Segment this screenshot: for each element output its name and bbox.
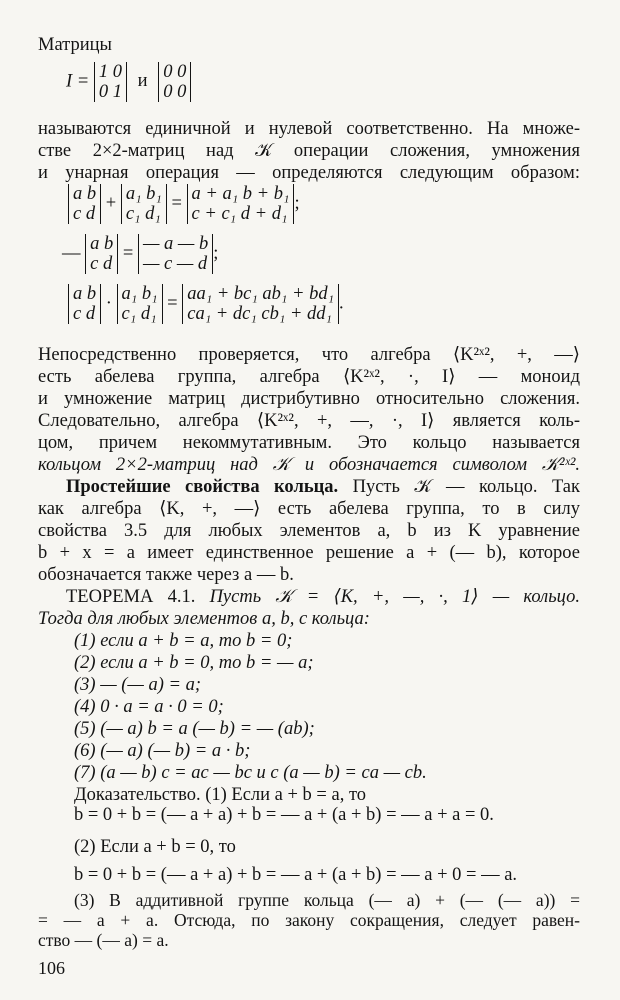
theorem-item: (2) если a + b = 0, то b = — a;: [74, 653, 314, 673]
theorem-label: ТЕОРЕМА 4.1.: [66, 587, 196, 607]
equals-sign: =: [171, 193, 182, 214]
matrix-row: a₁ b₁: [125, 184, 162, 204]
text-line: ство — (— a) = a.: [38, 930, 169, 950]
identity-matrix: [94, 62, 127, 102]
theorem-heading-line: [66, 586, 580, 608]
text-line: обозначается также через a — b.: [38, 565, 294, 585]
matrix-negation-equation: [62, 234, 218, 274]
text-line: называются единичной и нулевой соответственно. На множе-: [38, 119, 580, 139]
section-heading: Простейшие свойства кольца.: [66, 477, 339, 497]
identity-zero-matrices: [66, 62, 191, 102]
matrix-addition-equation: [68, 184, 300, 224]
matrix-row: 0 0: [163, 82, 187, 102]
identity-label: I =: [66, 71, 90, 92]
punctuation: ;: [213, 243, 219, 264]
matrix-b: [121, 184, 167, 224]
equals-sign: =: [122, 243, 134, 264]
theorem-item: (5) (— a) b = a (— b) = — (ab);: [74, 719, 315, 739]
theorem-item: (3) — (— a) = a;: [74, 675, 202, 695]
proof-equation: b = 0 + b = (— a + a) + b = — a + (a + b) = — a + 0 = — a.: [74, 865, 518, 885]
text-line: есть абелева группа, алгебра ⟨K²ˣ², ·, I⟩ — моноид: [38, 367, 580, 387]
matrix-row: 0 1: [98, 82, 123, 102]
page-number: 106: [38, 958, 65, 978]
matrix-row: 0 0: [163, 62, 187, 82]
matrix-row: a b: [73, 184, 97, 204]
punctuation: .: [339, 293, 344, 314]
text-line: Матрицы: [38, 35, 112, 55]
minus-sign: —: [62, 243, 81, 264]
dot-sign: ·: [105, 293, 112, 314]
proof-step: (2) Если a + b = 0, то: [74, 837, 236, 857]
matrix-a: [85, 234, 118, 274]
matrix-product: [182, 284, 339, 324]
matrix-row: c d: [73, 204, 96, 224]
proof-equation: b = 0 + b = (— a + a) + b = — a + (a + b) = — a + a = 0.: [74, 805, 494, 825]
text-line: цом, причем некоммутативным. Это кольцо называется: [38, 433, 580, 453]
text-line: Тогда для любых элементов a, b, c кольца:: [38, 609, 370, 629]
equals-sign: =: [167, 293, 178, 314]
matrix-a: [68, 184, 101, 224]
matrix-row: c d: [73, 304, 96, 324]
matrix-row: a b: [73, 284, 97, 304]
matrix-row: — c — d: [142, 254, 208, 274]
matrix-b: [117, 284, 163, 324]
conjunction: и: [137, 71, 148, 92]
matrix-a: [68, 284, 101, 324]
text-line: b + x = a имеет единственное решение a + (— b), которое: [38, 543, 580, 563]
matrix-row: a + a₁ b + b₁: [191, 184, 290, 204]
text-fragment: Пусть 𝒦 — кольцо. Так: [338, 477, 580, 497]
text-line: Непосредственно проверяется, что алгебра ⟨K²ˣ², +, —⟩: [38, 345, 580, 365]
text-line: (3) В аддитивной группе кольца (— a) + (— (— a)) =: [74, 890, 580, 910]
theorem-item: (7) (a — b) c = ac — bc и c (a — b) = ca — cb.: [74, 763, 427, 783]
zero-matrix: [158, 62, 191, 102]
text-line: стве 2×2-матриц над 𝒦 операции сложения, умножения: [38, 141, 580, 161]
matrix-row: ca₁ + dc₁ cb₁ + dd₁: [187, 304, 332, 324]
text-line: Следовательно, алгебра ⟨K²ˣ², +, —, ·, I⟩ является коль-: [38, 411, 580, 431]
plus-sign: +: [105, 193, 117, 214]
matrix-row: c₁ d₁: [121, 304, 157, 324]
matrix-negated: [138, 234, 213, 274]
theorem-item: (6) (— a) (— b) = a · b;: [74, 741, 251, 761]
matrix-row: c₁ d₁: [125, 204, 161, 224]
matrix-row: 1 0: [98, 62, 123, 82]
text-line: = — a + a. Отсюда, по закону сокращения, следует равен-: [38, 910, 580, 930]
text-line: и умножение матриц дистрибутивно относительно сложения.: [38, 389, 580, 409]
matrix-row: a b: [90, 234, 114, 254]
text-line: как алгебра ⟨K, +, —⟩ есть абелева группа, то в силу: [38, 499, 580, 519]
matrix-row: aa₁ + bc₁ ab₁ + bd₁: [187, 284, 335, 304]
matrix-row: — a — b: [142, 234, 209, 254]
text-line: [66, 476, 580, 498]
text-fragment: Пусть 𝒦 = ⟨K, +, —, ·, 1⟩ — кольцо.: [195, 587, 580, 607]
matrix-multiplication-equation: [68, 284, 344, 324]
punctuation: ;: [294, 193, 300, 214]
text-line: свойства 3.5 для любых элементов a, b из K уравнение: [38, 521, 580, 541]
text-line: и унарная операция — определяются следующим образом:: [38, 163, 580, 183]
theorem-item: (1) если a + b = a, то b = 0;: [74, 631, 293, 651]
theorem-item: (4) 0 · a = a · 0 = 0;: [74, 697, 224, 717]
proof-start: Доказательство. (1) Если a + b = a, то: [74, 785, 367, 805]
text-line: кольцом 2×2-матриц над 𝒦 и обозначается символом 𝒦²ˣ².: [38, 455, 580, 475]
matrix-row: c d: [90, 254, 113, 274]
matrix-row: c + c₁ d + d₁: [191, 204, 288, 224]
matrix-row: a₁ b₁: [121, 284, 158, 304]
matrix-sum: [187, 184, 295, 224]
